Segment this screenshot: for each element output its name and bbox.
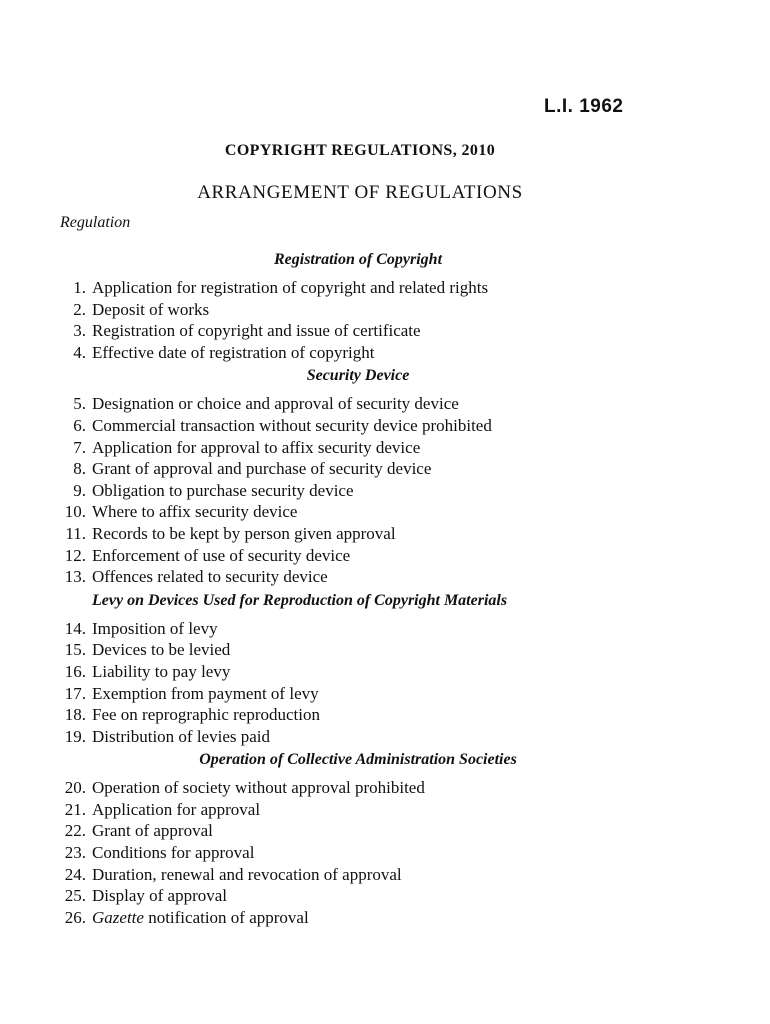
regulation-item: [48, 480, 728, 502]
regulation-number: 4.: [73, 342, 86, 362]
regulation-title: Records to be kept by person given approval: [92, 523, 396, 543]
regulation-item: [48, 342, 728, 364]
section-heading: Levy on Devices Used for Reproduction of Copyright Materials: [92, 591, 508, 609]
regulation-item: [48, 545, 728, 567]
regulation-item: [48, 458, 728, 480]
regulation-item: [48, 683, 728, 705]
regulation-title: Designation or choice and approval of security device: [92, 394, 459, 414]
regulation-number: 11.: [65, 523, 86, 543]
regulation-number: 21.: [64, 799, 86, 819]
regulation-item: [48, 501, 728, 523]
regulation-item: [48, 842, 728, 864]
regulation-title: Effective date of registration of copyright: [92, 342, 375, 362]
regulation-number: 18.: [64, 705, 86, 725]
regulation-number: 2.: [73, 299, 86, 319]
regulation-number: 24.: [64, 864, 86, 884]
regulation-title: Offences related to security device: [92, 567, 328, 587]
regulation-item: [48, 661, 728, 683]
regulation-item: [48, 523, 728, 545]
section-heading: Security Device: [306, 367, 410, 385]
arrangement-heading: ARRANGEMENT OF REGULATIONS: [197, 182, 523, 203]
regulation-title: Registration of copyright and issue of certificate: [92, 321, 421, 341]
regulation-number: 23.: [64, 843, 86, 863]
regulation-title: Liability to pay levy: [92, 661, 231, 681]
regulation-column-label: Regulation: [60, 214, 131, 231]
regulation-number: 22.: [64, 821, 86, 841]
regulation-title: Deposit of works: [92, 299, 210, 319]
regulation-title: Obligation to purchase security device: [92, 480, 354, 500]
regulation-item: [48, 864, 728, 886]
regulation-title: Fee on reprographic reproduction: [92, 705, 320, 725]
regulation-item: [48, 320, 728, 342]
regulation-number: 8.: [73, 459, 86, 479]
regulation-title: Exemption from payment of levy: [92, 683, 319, 703]
regulation-title: Where to affix security device: [92, 502, 298, 522]
regulation-item: [48, 277, 728, 299]
regulation-item: [48, 885, 728, 907]
regulations-list: [48, 247, 728, 928]
regulation-item: [48, 639, 728, 661]
regulation-title: Application for approval to affix security device: [92, 437, 421, 457]
regulation-number: 16.: [64, 661, 86, 681]
regulation-title: Imposition of levy: [92, 618, 218, 638]
regulation-item: [48, 799, 728, 821]
regulation-item: [48, 415, 728, 437]
regulation-number: 10.: [64, 502, 86, 522]
regulation-title: Duration, renewal and revocation of approval: [92, 864, 402, 884]
regulation-number: 26.: [64, 907, 86, 927]
regulation-number: 15.: [64, 640, 86, 660]
regulation-number: 19.: [64, 726, 86, 746]
regulation-title: Display of approval: [92, 886, 228, 906]
regulation-number: 20.: [64, 778, 86, 798]
regulation-title: Application for registration of copyright and related rights: [92, 278, 489, 297]
document-title: COPYRIGHT REGULATIONS, 2010: [224, 142, 496, 159]
regulation-title: Grant of approval: [92, 821, 213, 841]
regulation-title: Grant of approval and purchase of security device: [92, 459, 432, 479]
regulation-item: [48, 437, 728, 459]
regulation-number: 13.: [64, 567, 86, 587]
regulation-title: Enforcement of use of security device: [92, 545, 351, 565]
regulation-title: Devices to be levied: [92, 640, 231, 660]
regulation-number: 3.: [73, 321, 86, 341]
section-heading: Registration of Copyright: [273, 251, 443, 268]
regulation-number: 1.: [73, 278, 86, 297]
regulation-title: Gazette notification of approval: [92, 907, 309, 927]
regulation-title: Distribution of levies paid: [92, 726, 271, 746]
regulation-item: [48, 777, 728, 799]
regulation-number: 6.: [73, 415, 86, 435]
regulation-item: [48, 907, 728, 929]
regulation-item: [48, 820, 728, 842]
regulation-number: 7.: [73, 437, 86, 457]
regulation-title: Conditions for approval: [92, 843, 255, 863]
regulation-item: [48, 704, 728, 726]
regulation-title: Commercial transaction without security device prohibited: [92, 415, 492, 435]
regulation-number: 9.: [73, 480, 86, 500]
regulation-item: [48, 726, 728, 748]
regulation-number: 5.: [73, 394, 86, 414]
regulation-title: Application for approval: [92, 799, 261, 819]
regulation-item: [48, 393, 728, 415]
regulation-title: Operation of society without approval prohibited: [92, 778, 425, 798]
legislative-instrument-number: L.I. 1962: [544, 96, 624, 117]
regulation-number: 25.: [64, 886, 86, 906]
regulation-number: 14.: [64, 618, 86, 638]
regulation-item: [48, 566, 728, 588]
regulation-item: [48, 299, 728, 321]
regulation-item: [48, 618, 728, 640]
regulation-number: 17.: [64, 683, 86, 703]
section-heading: Operation of Collective Administration Societies: [199, 751, 517, 769]
regulation-number: 12.: [64, 545, 86, 565]
